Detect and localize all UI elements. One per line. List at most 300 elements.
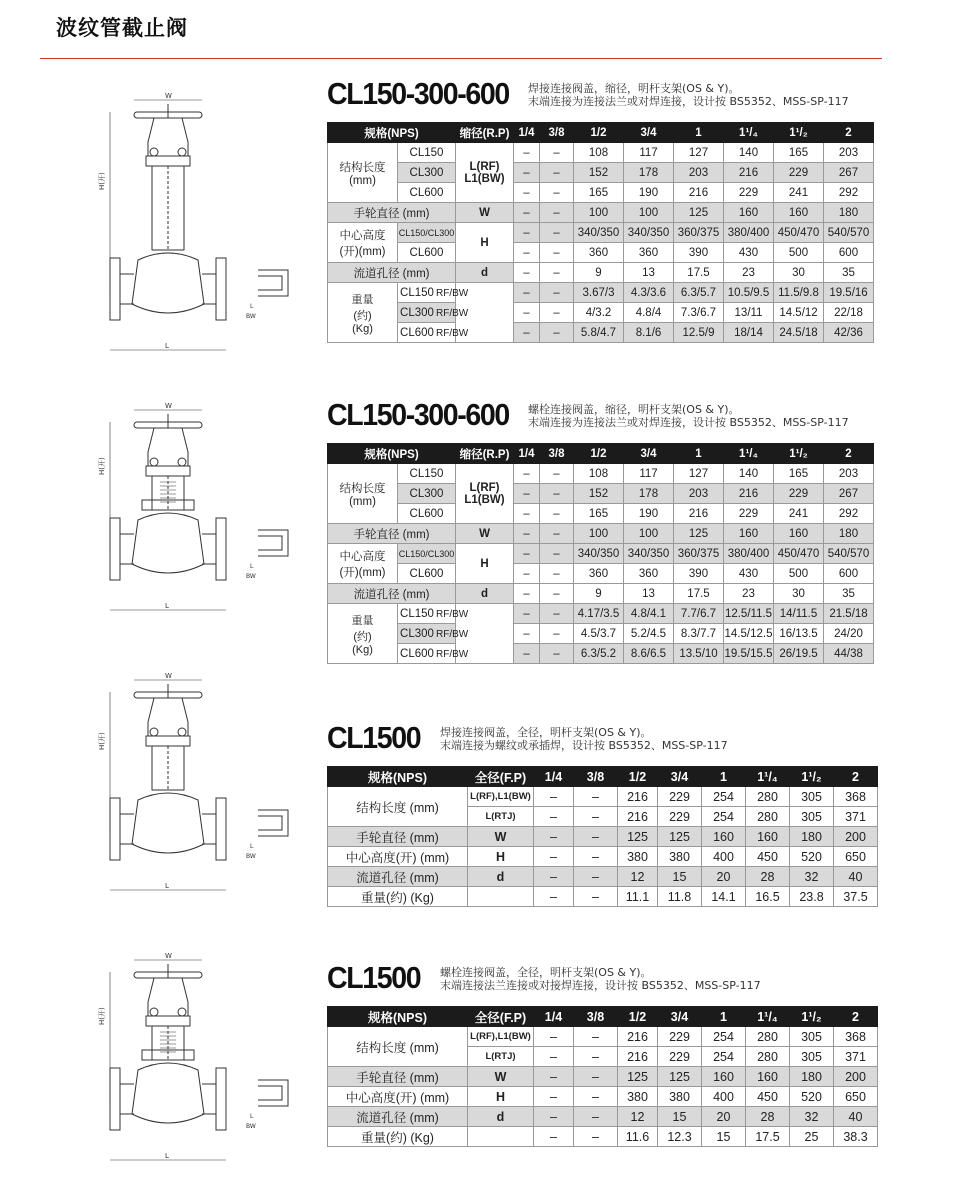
table-cell: W: [468, 1067, 534, 1087]
table-cell: –: [514, 624, 540, 644]
table-cell: –: [514, 223, 540, 243]
table-cell: 125: [618, 1067, 658, 1087]
table-cell: –: [514, 604, 540, 624]
table-cell: 340/350: [574, 544, 624, 564]
table-cell: 100: [624, 524, 674, 544]
table-cell: 22/18: [824, 303, 874, 323]
table-cell: –: [540, 484, 574, 504]
weight-type: RF/BW: [436, 648, 469, 660]
table-cell: 13.5/10: [674, 644, 724, 664]
table-cell: 650: [834, 847, 878, 867]
table-cell: 44/38: [824, 644, 874, 664]
table-cell: 4.8/4: [624, 303, 674, 323]
header-cell: 1¹/₄: [724, 123, 774, 143]
table-cell: 24.5/18: [774, 323, 824, 343]
weight-label: 重量 (约) (Kg): [328, 283, 398, 343]
table-cell: 流道孔径 (mm): [328, 1107, 468, 1127]
table-cell: 11.1: [618, 887, 658, 907]
table-cell: 380: [618, 1087, 658, 1107]
table-cell: [398, 323, 469, 343]
table-cell: d: [468, 867, 534, 887]
table-cell: 11.5/9.8: [774, 283, 824, 303]
table-cell: 117: [624, 464, 674, 484]
table-header-row: [328, 1007, 878, 1027]
table-cell: 165: [574, 183, 624, 203]
bw-label: BW: [246, 573, 256, 580]
table-cell: [398, 624, 469, 644]
header-cell: 3/8: [540, 123, 574, 143]
table-cell: 12.3: [658, 1127, 702, 1147]
table-cell: 5.2/4.5: [624, 624, 674, 644]
table-cell: 4.5/3.7: [574, 624, 624, 644]
table-row: [328, 827, 878, 847]
table-cell: –: [514, 183, 540, 203]
table-cell: 25: [790, 1127, 834, 1147]
table-cell: 360: [624, 564, 674, 584]
table-cell: 手轮直径 (mm): [328, 827, 468, 847]
table-cell: 28: [746, 1107, 790, 1127]
table-cell: 292: [824, 183, 874, 203]
header-cell: 缩径(R.P): [456, 444, 514, 464]
table-cell: 160: [774, 203, 824, 223]
table-cell: 16/13.5: [774, 624, 824, 644]
description-line-2: 末端连接为螺纹或承插焊，设计按 BS5352、MSS-SP-117: [440, 739, 728, 752]
table-cell: –: [534, 867, 574, 887]
table-cell: 216: [724, 163, 774, 183]
table-cell: 152: [574, 163, 624, 183]
table-cell: 267: [824, 484, 874, 504]
table-cell: 400: [702, 847, 746, 867]
table-cell: 267: [824, 163, 874, 183]
l-small-label: L: [250, 843, 254, 850]
table-cell: CL600: [398, 183, 456, 203]
table-cell: 125: [618, 827, 658, 847]
table-cell: 10.5/9.5: [724, 283, 774, 303]
table-cell: [398, 644, 469, 664]
table-row: [328, 1107, 878, 1127]
table-cell: 254: [702, 807, 746, 827]
table-row: [328, 867, 878, 887]
table-cell: CL600: [398, 243, 456, 263]
table-cell: 650: [834, 1087, 878, 1107]
table-cell: –: [540, 263, 574, 283]
table-row: [328, 584, 924, 604]
table-row: [328, 564, 924, 584]
table-cell: W: [468, 827, 534, 847]
table-cell: 241: [774, 504, 824, 524]
table-cell: –: [540, 464, 574, 484]
table-cell: W: [456, 524, 514, 544]
table-row: [328, 524, 924, 544]
table-cell: 37.5: [834, 887, 878, 907]
table-row: [328, 323, 924, 343]
description-line-2: 末端连接为连接法兰或对焊连接，设计按 BS5352、MSS-SP-117: [528, 95, 849, 108]
h-dim-label: H(开): [98, 172, 106, 190]
table-cell: –: [514, 283, 540, 303]
h-dim-label: H(开): [98, 732, 106, 750]
w-dim-label: W: [165, 92, 172, 100]
description-line-1: 焊接连接阀盖，缩径，明杆支架(OS & Y)。: [528, 82, 740, 95]
table-cell: 100: [574, 524, 624, 544]
table-cell: 280: [746, 787, 790, 807]
table-cell: –: [514, 203, 540, 223]
bw-label: BW: [246, 1123, 256, 1130]
table-cell: 368: [834, 787, 878, 807]
table-cell: –: [540, 323, 574, 343]
header-cell: 1/4: [514, 444, 540, 464]
table-cell: –: [540, 243, 574, 263]
table-cell: –: [540, 303, 574, 323]
table-cell: 216: [674, 504, 724, 524]
table-cell: 203: [674, 163, 724, 183]
table-cell: –: [540, 203, 574, 223]
table-cell: –: [514, 584, 540, 604]
table-cell: 125: [674, 203, 724, 223]
table-cell: –: [514, 644, 540, 664]
table-cell: 178: [624, 484, 674, 504]
table-cell: 流道孔径 (mm): [328, 867, 468, 887]
table-cell: –: [540, 223, 574, 243]
table-cell: 12: [618, 1107, 658, 1127]
table-cell: 127: [674, 464, 724, 484]
table-cell: 6.3/5.7: [674, 283, 724, 303]
table-cell: 17.5: [674, 263, 724, 283]
table-row: [328, 504, 924, 524]
table-cell: 5.8/4.7: [574, 323, 624, 343]
table-cell: 229: [658, 1027, 702, 1047]
table-cell: –: [574, 887, 618, 907]
length-symbol: L(RF) L1(BW): [456, 464, 514, 524]
description-line-1: 螺栓连接阀盖，缩径，明杆支架(OS & Y)。: [528, 403, 740, 416]
table-cell: 12.5/9: [674, 323, 724, 343]
table-cell: –: [514, 163, 540, 183]
table-cell: –: [574, 1087, 618, 1107]
table-row: [328, 143, 924, 163]
valve-diagram: [98, 90, 298, 370]
table-cell: –: [540, 504, 574, 524]
header-cell: 1/2: [574, 444, 624, 464]
header-cell: 3/4: [624, 123, 674, 143]
table-cell: –: [534, 787, 574, 807]
header-cell: 1¹/₂: [774, 444, 824, 464]
table-cell: 手轮直径 (mm): [328, 524, 456, 544]
header-cell: 规格(NPS): [328, 123, 456, 143]
table-cell: 8.1/6: [624, 323, 674, 343]
table-cell: CL600: [398, 504, 456, 524]
table-cell: –: [514, 243, 540, 263]
table-cell: –: [534, 887, 574, 907]
header-cell: 2: [824, 123, 874, 143]
table-row: [328, 263, 924, 283]
table-cell: 216: [618, 787, 658, 807]
table-cell: 430: [724, 564, 774, 584]
table-cell: 390: [674, 564, 724, 584]
valve-diagram: [98, 670, 298, 910]
table-cell: 160: [746, 827, 790, 847]
table-cell: 40: [834, 867, 878, 887]
header-cell: 1¹/₂: [790, 1007, 834, 1027]
header-cell: 1¹/₂: [774, 123, 824, 143]
l-small-label: L: [250, 1113, 254, 1120]
table-cell: 8.6/6.5: [624, 644, 674, 664]
table-cell: –: [574, 847, 618, 867]
table-cell: 140: [724, 464, 774, 484]
spec-table: [327, 122, 924, 343]
table-cell: H: [456, 223, 514, 263]
table-cell: 229: [658, 787, 702, 807]
table-cell: 450: [746, 1087, 790, 1107]
table-cell: 360/375: [674, 223, 724, 243]
weight-class: CL600: [400, 647, 434, 660]
table-cell: 8.3/7.7: [674, 624, 724, 644]
table-cell: 6.3/5.2: [574, 644, 624, 664]
table-cell: 15: [702, 1127, 746, 1147]
l-small-label: L: [250, 563, 254, 570]
table-cell: 280: [746, 1027, 790, 1047]
table-cell: –: [574, 1047, 618, 1067]
table-cell: 216: [724, 484, 774, 504]
header-cell: 全径(F.P): [468, 767, 534, 787]
table-cell: 540/570: [824, 544, 874, 564]
table-row: [328, 183, 924, 203]
table-cell: 292: [824, 504, 874, 524]
table-cell: 17.5: [674, 584, 724, 604]
table-cell: [398, 604, 469, 624]
table-cell: H: [468, 1087, 534, 1107]
table-cell: 15: [658, 867, 702, 887]
table-cell: 14.5/12.5: [724, 624, 774, 644]
table-cell: 12: [618, 867, 658, 887]
table-cell: –: [534, 827, 574, 847]
table-cell: –: [574, 807, 618, 827]
table-cell: 229: [724, 183, 774, 203]
table-row: [328, 1087, 878, 1107]
table-cell: 380: [618, 847, 658, 867]
l-dim-label: L: [165, 342, 169, 350]
table-cell: 360/375: [674, 544, 724, 564]
table-cell: 450/470: [774, 223, 824, 243]
table-cell: d: [456, 263, 514, 283]
table-cell: 28: [746, 867, 790, 887]
table-cell: 254: [702, 787, 746, 807]
table-cell: 216: [674, 183, 724, 203]
spec-table: [327, 766, 878, 907]
table-cell: L(RF),L1(BW): [468, 1027, 534, 1047]
table-cell: –: [514, 504, 540, 524]
model-title: CL1500: [327, 720, 421, 755]
table-row: [328, 1127, 878, 1147]
table-cell: –: [534, 807, 574, 827]
table-cell: 140: [724, 143, 774, 163]
table-cell: 14.5/12: [774, 303, 824, 323]
table-cell: 4.8/4.1: [624, 604, 674, 624]
table-cell: –: [540, 644, 574, 664]
table-cell: 360: [624, 243, 674, 263]
table-cell: 229: [658, 807, 702, 827]
table-cell: 23.8: [790, 887, 834, 907]
length-label: 结构长度 (mm): [328, 787, 468, 827]
table-cell: 108: [574, 143, 624, 163]
header-cell: 规格(NPS): [328, 444, 456, 464]
table-cell: L(RTJ): [468, 1047, 534, 1067]
table-cell: 241: [774, 183, 824, 203]
header-cell: 1: [674, 444, 724, 464]
table-cell: –: [514, 564, 540, 584]
table-cell: 203: [674, 484, 724, 504]
table-cell: 35: [824, 584, 874, 604]
table-cell: –: [540, 584, 574, 604]
table-cell: 305: [790, 1027, 834, 1047]
table-cell: 380: [658, 1087, 702, 1107]
table-cell: 20: [702, 867, 746, 887]
table-cell: 23: [724, 584, 774, 604]
table-cell: –: [534, 1107, 574, 1127]
table-cell: CL600: [398, 564, 456, 584]
valve-drawing: [98, 400, 298, 634]
model-title: CL1500: [327, 960, 421, 995]
table-cell: –: [534, 1047, 574, 1067]
table-cell: 200: [834, 1067, 878, 1087]
table-cell: 254: [702, 1027, 746, 1047]
table-row: [328, 604, 924, 624]
table-cell: CL150: [398, 143, 456, 163]
valve-diagram: [98, 400, 298, 630]
table-cell: 305: [790, 787, 834, 807]
length-label: 结构长度 (mm): [328, 143, 398, 203]
table-cell: 390: [674, 243, 724, 263]
table-cell: 180: [824, 524, 874, 544]
table-cell: 380/400: [724, 223, 774, 243]
table-cell: 280: [746, 807, 790, 827]
weight-type: RF/BW: [436, 307, 469, 319]
table-cell: L(RTJ): [468, 807, 534, 827]
table-cell: 125: [674, 524, 724, 544]
table-cell: –: [514, 524, 540, 544]
header-cell: 1/2: [618, 767, 658, 787]
table-cell: 117: [624, 143, 674, 163]
table-cell: –: [574, 1027, 618, 1047]
header-cell: 3/8: [540, 444, 574, 464]
table-cell: –: [574, 827, 618, 847]
table-cell: 4/3.2: [574, 303, 624, 323]
table-cell: 127: [674, 143, 724, 163]
table-cell: 180: [824, 203, 874, 223]
l-dim-label: L: [165, 882, 169, 890]
table-cell: 20: [702, 1107, 746, 1127]
header-cell: 3/4: [658, 1007, 702, 1027]
table-cell: CL300: [398, 484, 456, 504]
table-cell: W: [456, 203, 514, 223]
table-cell: 190: [624, 183, 674, 203]
table-cell: 23: [724, 263, 774, 283]
table-cell: 15: [658, 1107, 702, 1127]
w-dim-label: W: [165, 672, 172, 680]
table-cell: 160: [724, 524, 774, 544]
table-cell: H: [468, 847, 534, 867]
table-cell: 280: [746, 1047, 790, 1067]
table-cell: 340/350: [624, 223, 674, 243]
table-cell: –: [534, 1067, 574, 1087]
table-cell: 9: [574, 263, 624, 283]
height-label: 中心高度 (开)(mm): [328, 544, 398, 584]
table-cell: –: [540, 624, 574, 644]
table-cell: 160: [702, 1067, 746, 1087]
header-cell: 全径(F.P): [468, 1007, 534, 1027]
table-cell: 7.3/6.7: [674, 303, 724, 323]
table-cell: 35: [824, 263, 874, 283]
table-row: [328, 1027, 878, 1047]
model-title: CL150-300-600: [327, 397, 509, 432]
table-cell: 14.1: [702, 887, 746, 907]
table-row: [328, 163, 924, 183]
table-cell: 450: [746, 847, 790, 867]
table-cell: –: [540, 143, 574, 163]
table-cell: L(RF),L1(BW): [468, 787, 534, 807]
table-cell: CL150/CL300: [398, 223, 456, 243]
table-cell: d: [456, 584, 514, 604]
table-cell: –: [540, 283, 574, 303]
table-cell: [468, 1127, 534, 1147]
table-cell: 340/350: [624, 544, 674, 564]
table-cell: 380: [658, 847, 702, 867]
table-cell: –: [574, 1067, 618, 1087]
table-cell: 520: [790, 847, 834, 867]
table-cell: 160: [746, 1067, 790, 1087]
header-cell: 3/4: [624, 444, 674, 464]
table-row: [328, 464, 924, 484]
spec-table: [327, 443, 924, 664]
table-cell: –: [540, 163, 574, 183]
table-cell: 24/20: [824, 624, 874, 644]
bw-label: BW: [246, 313, 256, 320]
table-cell: 203: [824, 464, 874, 484]
table-cell: –: [534, 1027, 574, 1047]
table-cell: 32: [790, 1107, 834, 1127]
length-label: 结构长度 (mm): [328, 1027, 468, 1067]
table-cell: 152: [574, 484, 624, 504]
table-cell: 203: [824, 143, 874, 163]
table-cell: –: [540, 524, 574, 544]
table-cell: 178: [624, 163, 674, 183]
table-cell: –: [540, 544, 574, 564]
description-line-1: 焊接连接阀盖，全径，明杆支架(OS & Y)。: [440, 726, 652, 739]
table-header-row: [328, 123, 924, 143]
valve-drawing: [98, 670, 298, 914]
weight-class: CL150: [400, 286, 434, 299]
title-rule: [40, 58, 882, 59]
weight-class: CL150: [400, 607, 434, 620]
valve-diagram: [98, 950, 298, 1180]
table-cell: 21.5/18: [824, 604, 874, 624]
l-dim-label: L: [165, 602, 169, 610]
weight-class: CL300: [400, 306, 434, 319]
header-cell: 规格(NPS): [328, 1007, 468, 1027]
table-cell: d: [468, 1107, 534, 1127]
table-cell: 165: [774, 464, 824, 484]
weight-type: RF/BW: [436, 287, 469, 299]
height-label: 中心高度 (开)(mm): [328, 223, 398, 263]
table-cell: 380/400: [724, 544, 774, 564]
header-cell: 2: [834, 767, 878, 787]
table-cell: 229: [774, 484, 824, 504]
header-cell: 1/4: [534, 1007, 574, 1027]
w-dim-label: W: [165, 952, 172, 960]
table-cell: –: [534, 1127, 574, 1147]
weight-type: RF/BW: [436, 327, 469, 339]
table-cell: –: [514, 464, 540, 484]
table-cell: 450/470: [774, 544, 824, 564]
header-cell: 1: [702, 767, 746, 787]
